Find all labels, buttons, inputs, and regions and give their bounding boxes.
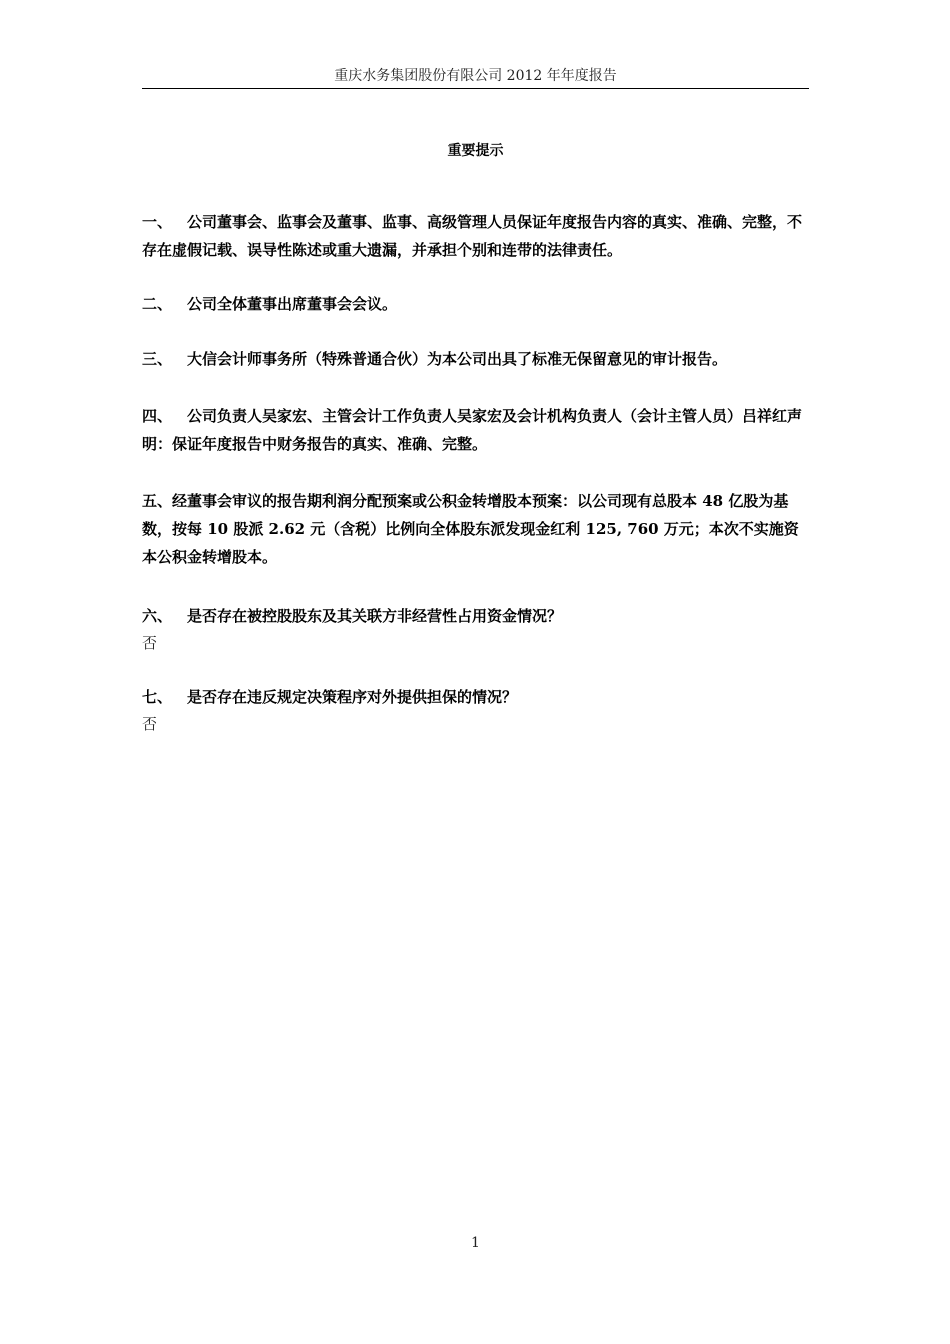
- notice-item-7: [142, 683, 809, 737]
- item-number: 六、: [142, 607, 173, 625]
- header-title: 重庆水务集团股份有限公司 2012 年年度报告: [334, 68, 617, 84]
- item-number: 四、: [142, 407, 173, 425]
- notice-item-4: [142, 402, 809, 458]
- item-text: 公司负责人吴家宏、主管会计工作负责人吴家宏及会计机构负责人（会计主管人员）吕祥红声明：保证年度报告中财务报告的真实、准确、完整。: [142, 407, 803, 453]
- item-text: 公司全体董事出席董事会会议。: [187, 295, 398, 313]
- item-number: 七、: [142, 688, 173, 706]
- item-number: 二、: [142, 295, 173, 313]
- notice-item-1: [142, 208, 809, 264]
- item-text: 经董事会审议的报告期利润分配预案或公积金转增股本预案：以公司现有总股本 48 亿股为基数，按每 10 股派 2.62 元（含税）比例向全体股东派发现金红利 125, 760 万元；本次不实施资本公积金转增股本。: [142, 492, 799, 566]
- page-number: 1: [471, 1235, 480, 1251]
- item-text: 是否存在被控股股东及其关联方非经营性占用资金情况？: [187, 607, 563, 625]
- notice-item-3: [142, 345, 809, 373]
- item-number: 三、: [142, 350, 173, 368]
- item-number: 五、: [142, 492, 173, 510]
- item-text: 是否存在违反规定决策程序对外提供担保的情况？: [187, 688, 518, 706]
- item-answer: 否: [142, 634, 158, 652]
- page-title: 重要提示: [447, 143, 504, 159]
- item-text: 大信会计师事务所（特殊普通合伙）为本公司出具了标准无保留意见的审计报告。: [187, 350, 728, 368]
- item-number: 一、: [142, 213, 173, 231]
- notice-item-2: [142, 290, 809, 318]
- notice-item-6: [142, 602, 809, 656]
- item-answer: 否: [142, 715, 158, 733]
- notice-item-5: [142, 487, 809, 571]
- item-text: 公司董事会、监事会及董事、监事、高级管理人员保证年度报告内容的真实、准确、完整，不存在虚假记载、误导性陈述或重大遗漏，并承担个别和连带的法律责任。: [142, 213, 803, 259]
- page-header: [142, 66, 809, 89]
